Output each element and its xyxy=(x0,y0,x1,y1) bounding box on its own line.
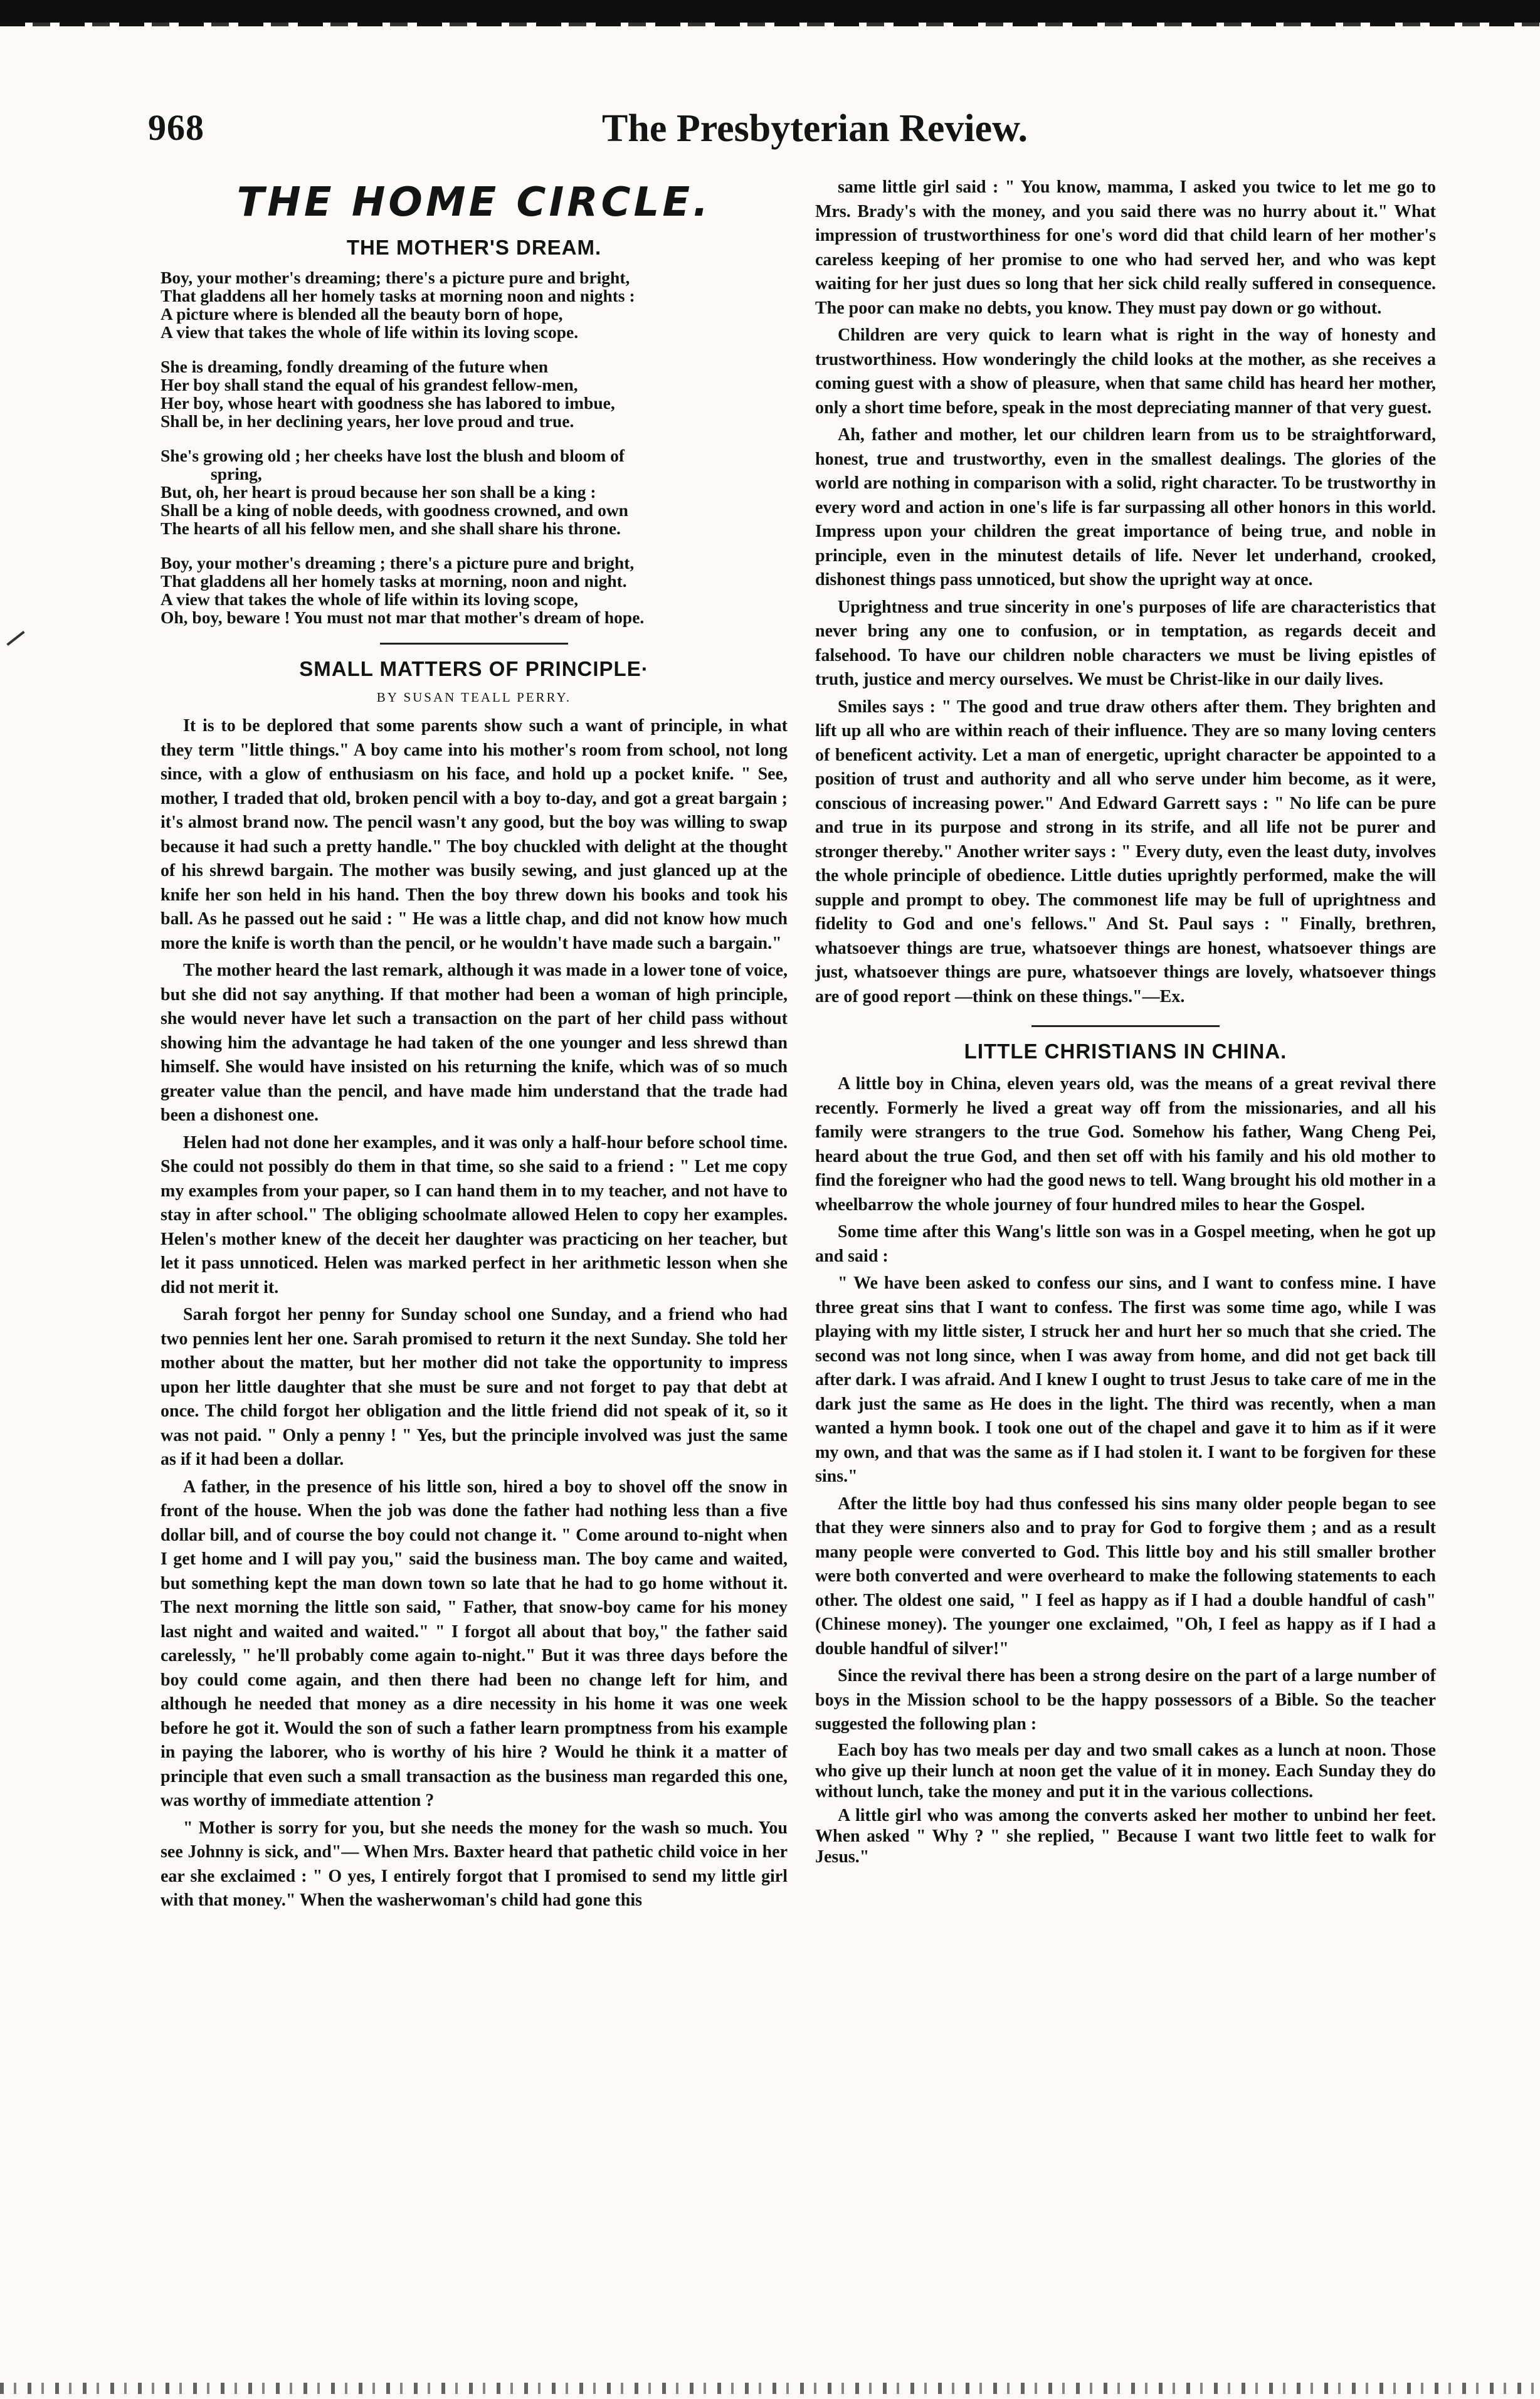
article-body xyxy=(161,714,788,1913)
paragraph: Helen had not done her examples, and it was only a half-hour before school time. She could not possibly do them in that time, so she said to a friend : " Let me copy my examples from your paper, so I can hand them in to my teacher, and not have to stay in after school." The obliging schoolmate allowed Helen to copy her examples. Helen's mother knew of the deceit her daughter was practicing on her teacher, but let it pass unnoticed. Helen was marked perfect in her arithmetic lesson when she did not merit it. xyxy=(161,1132,788,1297)
china-article-body xyxy=(815,1072,1436,1737)
poem-line: A picture where is blended all the beauty born of hope, xyxy=(161,304,563,324)
paragraph: After the little boy had thus confessed his sins many older people began to see that they were sinners also and to pray for God to forgive them ; and as a result many people were converted to God. This little boy and his still smaller brother were both converted and were overheard to make the following statements to each other. The oldest one said, " I feel as happy as if I had a double handful of cash" (Chinese money). The younger one exclaimed, "Oh, I feel as happy as if I had a double handful of silver!" xyxy=(815,1494,1436,1658)
paragraph: Smiles says : " The good and true draw others after them. They brighten and lift up all who are within reach of their influence. They are so many loving centers of beneficent activity. Let a man of energetic, upright character be appointed to a position of trust and authority and all who serve under him become, as it were, conscious of increasing power." And Edward Garrett says : " No life can be pure and true in its purpose and strong in its strife, and all life not be purer and stronger thereby." Another writer says : " Every duty, even the least duty, involves the whole principle of obedience. Little duties uprightly performed, make the will supple and prompt to obey. The commonest life may be full of uprightness and fidelity to God and one's fellows." And St. Paul says : " Finally, brethren, whatsoever things are true, whatsoever things are honest, whatsoever things are just, whatsoever things are pure, whatsoever things are lovely, whatsoever things are of good report —think on these things."—Ex. xyxy=(815,697,1436,1006)
poem-line: Shall be a king of noble deeds, with goodness crowned, and own xyxy=(161,500,628,520)
paragraph: A little girl who was among the converts asked her mother to unbind her feet. When asked " Why ? " she replied, " Because I want two little feet to walk for Jesus." xyxy=(815,1805,1436,1867)
poem-line: Oh, boy, beware ! You must not mar that mother's dream of hope. xyxy=(161,608,645,627)
left-column xyxy=(161,176,788,1916)
bottom-border-texture xyxy=(0,2383,1540,2394)
paragraph: It is to be deplored that some parents show such a want of principle, in what they term "little things." A boy came into his mother's room from school, not long since, with a glow of enthusiasm on his face, and hold up a pocket knife. " See, mother, I traded that old, broken pencil with a boy to-day, and got a great bargain ; it's almost brand now. The pencil wasn't any good, but the boy was willing to swap because it had such a pretty handle." The boy chuckled with delight at the thought of his shrewd bargain. The mother was busily sewing, and just glanced up at the knife her son held in his hand. Then the boy threw down his books and took his ball. As he passed out he said : " He was a little chap, and did not know how much more the knife is worth than the pencil, or he wouldn't have made such a bargain." xyxy=(161,716,788,953)
poem-line: She is dreaming, fondly dreaming of the future when xyxy=(161,357,549,376)
poem-line: Boy, your mother's dreaming; there's a picture pure and bright, xyxy=(161,268,630,287)
poem-line: That gladdens all her homely tasks at morning, noon and night. xyxy=(161,571,627,591)
right-column xyxy=(815,176,1436,1870)
paragraph: Since the revival there has been a strong desire on the part of a large number of boys in the Mission school to be the happy possessors of a Bible. So the teacher suggested the following plan : xyxy=(815,1666,1436,1734)
poem-line: That gladdens all her homely tasks at morning noon and nights : xyxy=(161,286,635,305)
paragraph: A father, in the presence of his little son, hired a boy to shovel off the snow in front of the house. When the job was done the father had nothing less than a five dollar bill, and of course the boy could not change it. " Come around to-night when I get home and I will pay you," said the business man. The boy came and waited, but something kept the man down town so late that he had to go home without it. The next morning the little son said, " Father, that snow-boy came for his money last night and waited and waited." " I forgot all about that boy," the father said carelessly, " he'll probably come again to-night." But it was three days before the boy could come again, and then there had been no change left for him, and although he needed that money as a dire necessity in his home it was one week before he got it. Would the son of such a father learn promptness from his example in paying the laborer, who is worthy of his hire ? Would he think it a matter of principle that even such a small transaction as the business man regarded this one, was worthy of immediate attention ? xyxy=(161,1477,788,1810)
poem-stanza xyxy=(161,268,788,341)
section-title: THE HOME CIRCLE. xyxy=(236,179,712,226)
china-article-body-end xyxy=(815,1740,1436,1867)
paragraph: Sarah forgot her penny for Sunday school one Sunday, and a friend who had two pennies lent her one. Sarah promised to return it the next Sunday. She told her mother about the matter, but her mother did not take the opportunity to impress upon her little daughter that she must be sure and not forget to pay that debt at once. The child forgot her obligation and the little friend did not speak of it, so it was not paid. " Only a penny ! " Yes, but the principle involved was just the same as if it had been a dollar. xyxy=(161,1305,788,1469)
poem-line: Shall be, in her declining years, her love proud and true. xyxy=(161,411,574,431)
paragraph: " We have been asked to confess our sins, and I want to confess mine. I have three great sins that I want to confess. The first was some time ago, while I was playing with my little sister, I struck her and hurt her so much that she cried. The second was not long since, when I was away from home, and did not get back till after dark. I was afraid. And I knew I ought to trust Jesus to take care of me in the dark just the same as He does in the light. The third was recently, when a man wanted a hymn book. I took one out of the chapel and gave it to him as if it were my own, and that was the same as if I had stolen it. I want to be forgiven for these sins." xyxy=(815,1273,1436,1486)
paragraph: The mother heard the last remark, although it was made in a lower tone of voice, but she did not say anything. If that mother had been a woman of high principle, she would never have let such a transaction on the part of her child pass without showing him the advantage he had taken of the one younger and less shrewd than himself. She would have insisted on his returning the knife, which was of so much greater value than the pencil, and have made him understand that the trade had been a dishonest one. xyxy=(161,961,788,1125)
article-title-china: LITTLE CHRISTIANS IN CHINA. xyxy=(964,1040,1287,1063)
paragraph: Some time after this Wang's little son was in a Gospel meeting, when he got up and said : xyxy=(815,1222,1436,1266)
poem-stanza xyxy=(161,446,788,537)
article-body-continued xyxy=(815,176,1436,1009)
poem-line: A view that takes the whole of life within its loving scope. xyxy=(161,322,579,342)
paragraph: " Mother is sorry for you, but she needs the money for the wash so much. You see Johnny is sick, and"— When Mrs. Baxter heard that pathetic child voice in her ear she exclaimed : " O yes, I entirely forgot that I promised to send my little girl with that money." When the washerwoman's child had gone this xyxy=(161,1818,788,1910)
top-border-texture xyxy=(0,23,1540,26)
poem-line: spring, xyxy=(211,464,262,483)
poem-line: Boy, your mother's dreaming ; there's a picture pure and bright, xyxy=(161,553,635,572)
poem-line: But, oh, her heart is proud because her son shall be a king : xyxy=(161,482,596,502)
poem-line: The hearts of all his fellow men, and she shall share his throne. xyxy=(161,519,621,538)
poem-stanza xyxy=(161,554,788,626)
paragraph: Children are very quick to learn what is right in the way of honesty and trustworthiness. How wonderingly the child looks at the mother, as she receives a coming guest with a show of pleasure, when that same child has heard her mother, only a short time before, speak in the most depreciating manner of that very guest. xyxy=(815,325,1436,418)
poem xyxy=(161,268,788,626)
paragraph: Ah, father and mother, let our children learn from us to be straightforward, honest, true and trustworthy, even in the smallest dealings. The glories of the world are nothing in comparison with a solid, right character. To be trustworthy in every word and action in one's life is far surpassing all other honors in this world. Impress upon your children the great importance of being true, and noble in principle, even in the minutest details of life. Never let underhand, crooked, dishonest things pass unnoticed, but show the upright way at once. xyxy=(815,425,1436,589)
page-number: 968 xyxy=(148,107,204,148)
paragraph: A little boy in China, eleven years old, was the means of a great revival there recently. Formerly he lived a great way off from the missionaries, and all his family were strangers to the true God. Somehow his father, Wang Cheng Pei, heard about the true God, and then set off with his family and his old mother to find the foreigner who had the good news to tell. Wang brought his old mother in a wheelbarrow the whole journey of four hundred miles to hear the Gospel. xyxy=(815,1074,1436,1215)
poem-line: Her boy, whose heart with goodness she has labored to imbue, xyxy=(161,393,615,413)
section-divider xyxy=(380,643,568,645)
margin-pencil-mark xyxy=(6,631,24,646)
poem-line: A view that takes the whole of life within its loving scope, xyxy=(161,589,579,609)
poem-title: THE MOTHER'S DREAM. xyxy=(346,236,602,259)
poem-stanza xyxy=(161,357,788,430)
paragraph: Uprightness and true sincerity in one's purposes of life are characteristics that never bring any one to confusion, or in temptation, as regards deceit and falsehood. To have our children noble characters we must be living epistles of truth, justice and mercy ourselves. We must be Christ-like in our daily lives. xyxy=(815,597,1436,689)
paragraph: Each boy has two meals per day and two small cakes as a lunch at noon. Those who give up their lunch at noon get the value of it in money. Each Sunday they do without lunch, take the money and put it in the various collections. xyxy=(815,1740,1436,1801)
poem-line: She's growing old ; her cheeks have lost the blush and bloom of xyxy=(161,446,625,465)
section-divider xyxy=(1031,1025,1220,1027)
publication-title: The Presbyterian Review. xyxy=(602,107,1028,150)
byline: BY SUSAN TEALL PERRY. xyxy=(376,690,572,705)
paragraph: same little girl said : " You know, mamma, I asked you twice to let me go to Mrs. Brady's with the money, and you said there was no hurry about it." What impression of trustworthiness for one's word did that child learn of her mother's careless keeping of her promise to one who had served her, and who was kept waiting for her just dues so long that her sick child really suffered in consequence. The poor can make no debts, you know. They must pay down or go without. xyxy=(815,177,1436,318)
article-title: SMALL MATTERS OF PRINCIPLE· xyxy=(299,657,649,680)
poem-line: Her boy shall stand the equal of his grandest fellow-men, xyxy=(161,375,578,394)
top-border xyxy=(0,0,1540,23)
